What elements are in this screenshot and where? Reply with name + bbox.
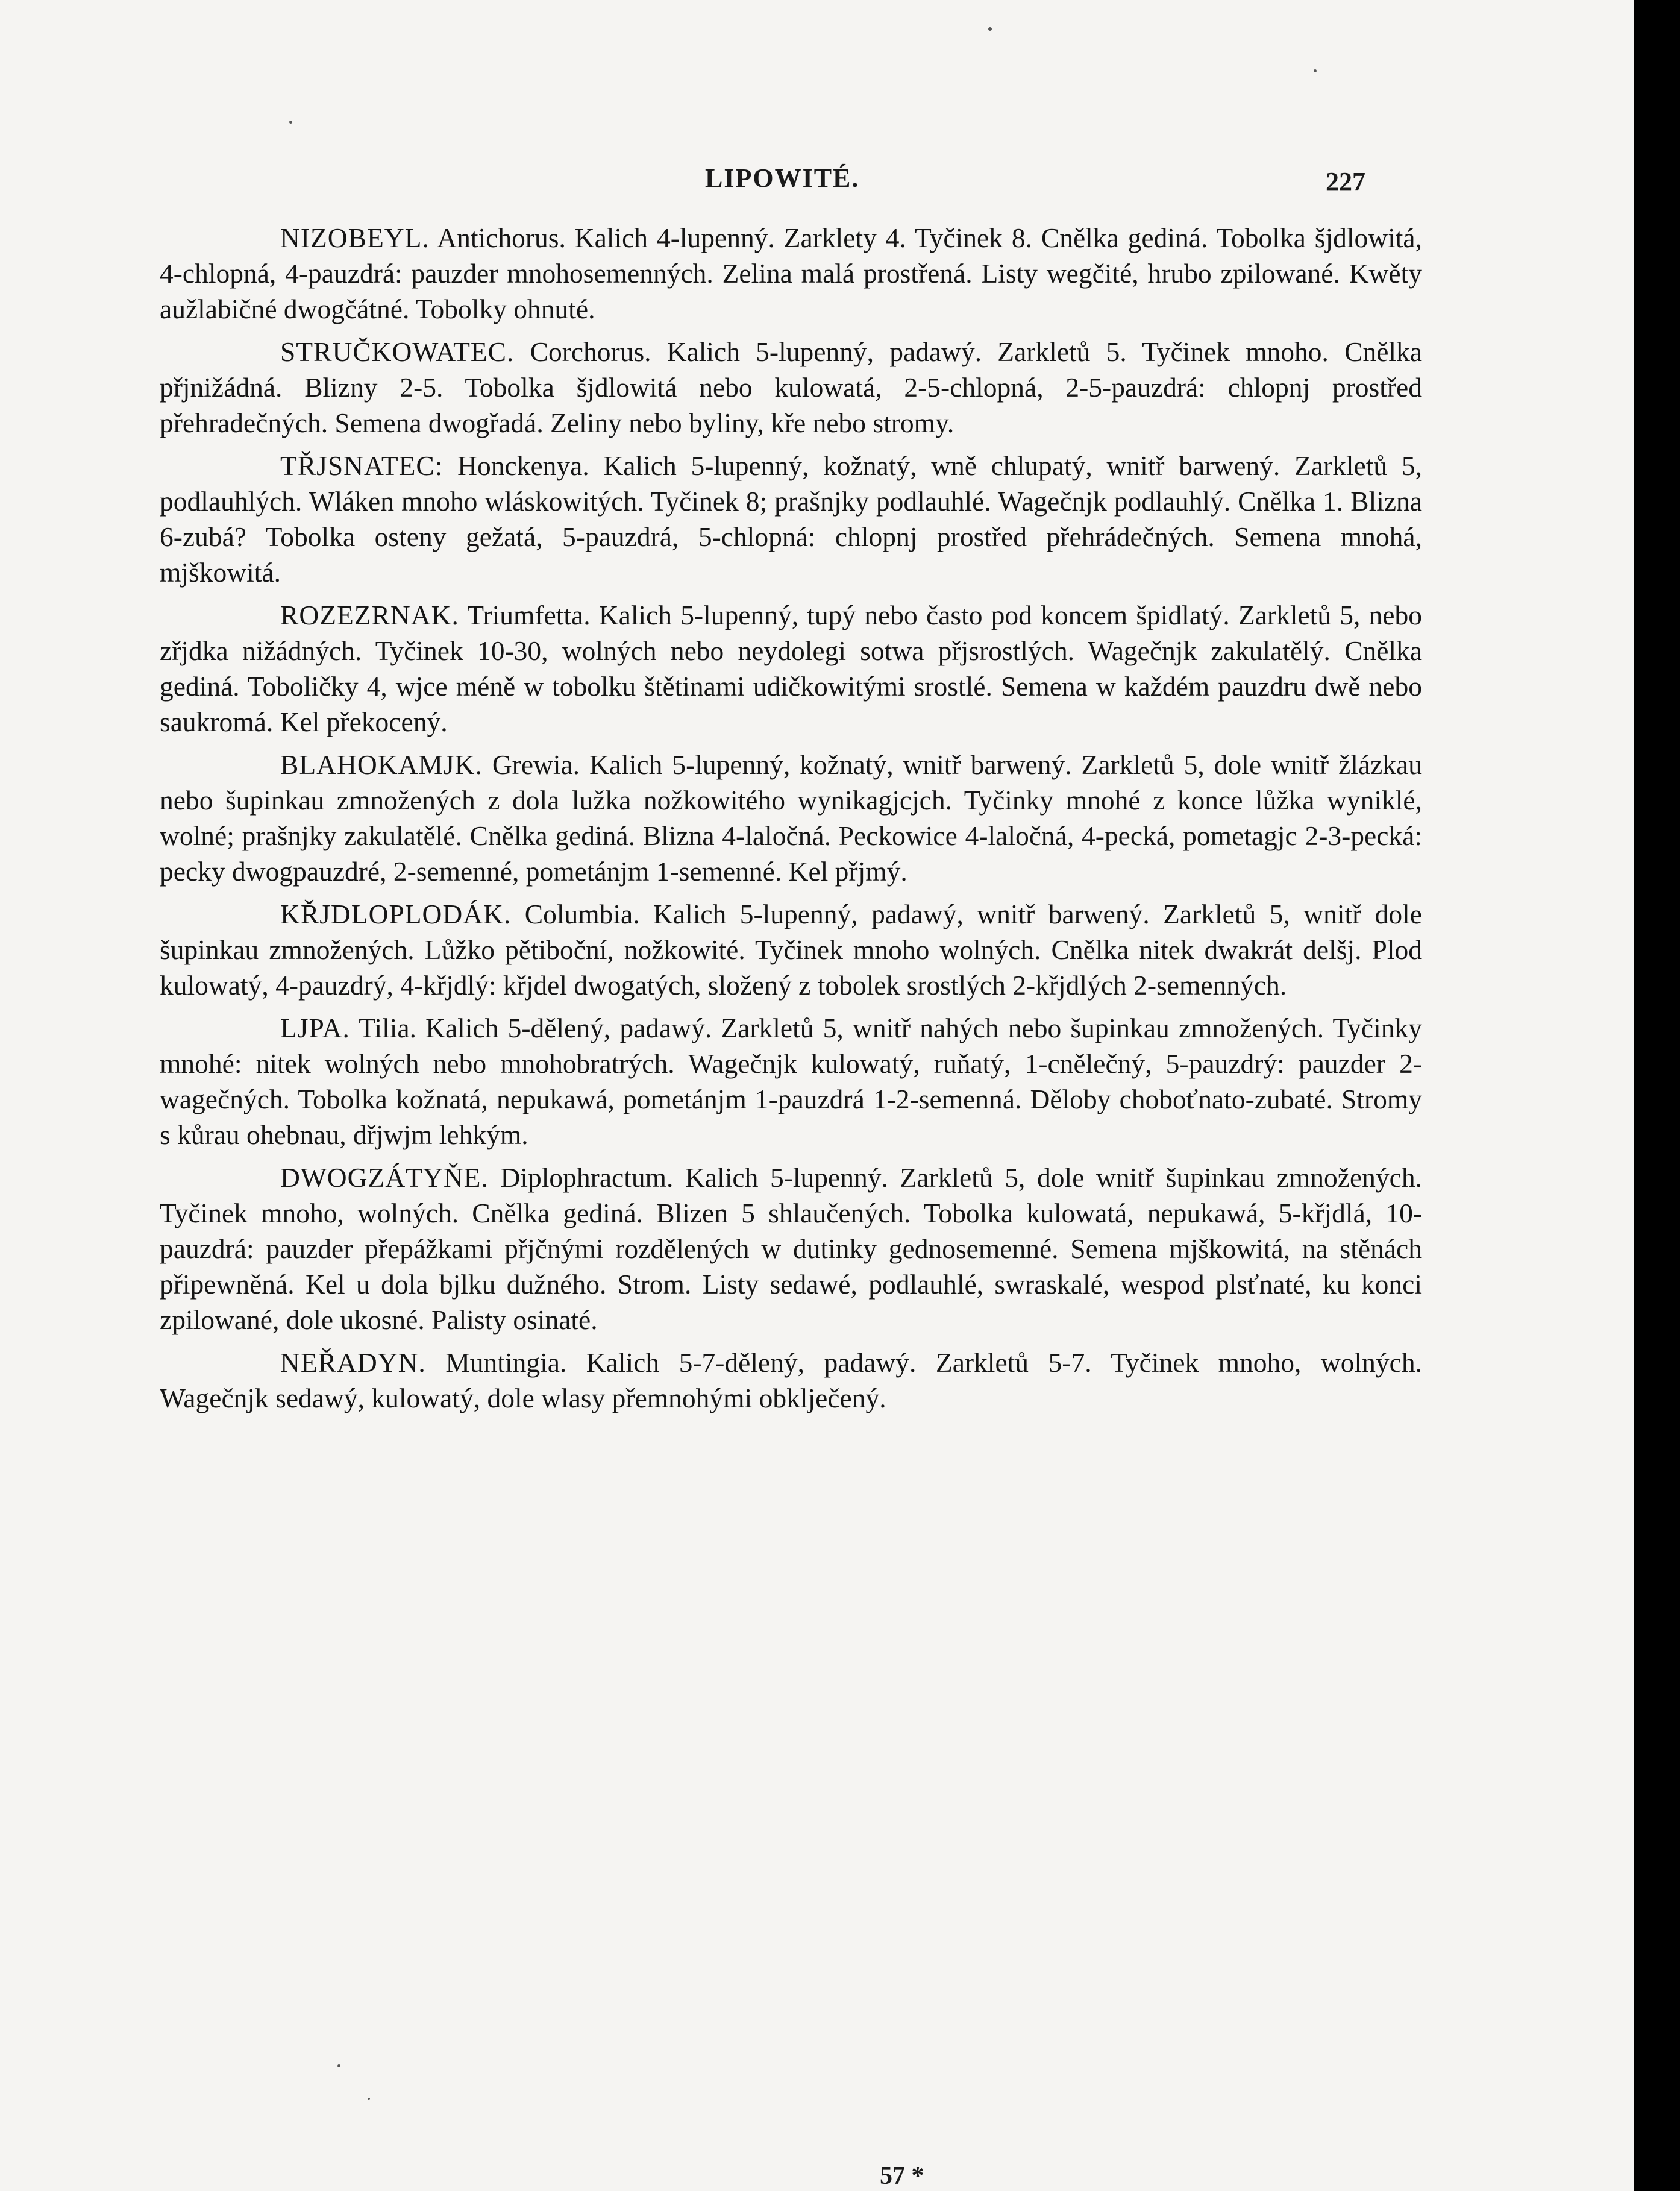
entry-text: Antichorus. Kalich 4-lupenný. Zarklety 4. Tyčinek 8. Cnělka gediná. Tobolka šjdlowitá, 4-chlopná, 4-pauzdrá: pauzder mnohosemenných. Zelina malá prostřená. Listy wegčité, hrubo zpilowané. Kwěty aužlabičné dwogčátné. Tobolky ohnuté. xyxy=(160,222,1422,324)
scan-border xyxy=(1634,0,1680,2191)
entry-text: Honckenya. Kalich 5-lupenný, kožnatý, wně chlupatý, wnitř barwený. Zarkletů 5, podlauhlých. Wláken mnoho wláskowitých. Tyčinek 8; prašnjky podlauhlé. Wagečnjk podlauhlý. Cnělka 1. Blizna 6-zubá? Tobolka osteny gežatá, 5-pauzdrá, 5-chlopná: chlopnj prostřed přehrádečných. Semena mnohá, mjškowitá. xyxy=(160,450,1422,588)
page-number: 227 xyxy=(1326,167,1365,196)
entry-dwogzatyne xyxy=(160,1160,1422,1338)
entry-text: Tilia. Kalich 5-dělený, padawý. Zarkletů 5, wnitř nahých nebo šupinkau zmnožených. Tyčinky mnohé: nitek wolných nebo mnohobratrých. Wagečnjk kulowatý, ruňatý, 1-cnělečný, 5-pauzdrý: pauzder 2-wagečných. Tobolka kožnatá, nepukawá, pometánjm 1-pauzdrá 1-2-semenná. Děloby choboťnato-zubaté. Stromy s kůrau ohebnau, dřjwjm lehkým. xyxy=(160,1013,1422,1150)
entry-ljpa xyxy=(160,1010,1422,1152)
dictionary-body xyxy=(160,220,1422,1423)
entry-text: Corchorus. Kalich 5-lupenný, padawý. Zarkletů 5. Tyčinek mnoho. Cnělka přjnižádná. Blizny 2-5. Tobolka šjdlowitá nebo kulowatá, 2-5-chlopná, 2-5-pauzdrá: chlopnj prostřed přehradečných. Semena dwogřadá. Zeliny nebo byliny, kře nebo stromy. xyxy=(160,336,1422,438)
entry-term: NIZOBEYL. xyxy=(280,222,430,253)
entry-text: Grewia. Kalich 5-lupenný, kožnatý, wnitř barwený. Zarkletů 5, dole wnitř žlázkau nebo šupinkau zmnožených z dola lužka nožkowitého wynikagjcjch. Tyčinky mnohé z konce lůžka wyniklé, wolné; prašnjky zakulatělé. Cnělka gediná. Blizna 4-laločná. Peckowice 4-laločná, 4-pecká, pometagjc 2-3-pecká: pecky dwogpauzdré, 2-semenné, pometánjm 1-semenné. Kel přjmý. xyxy=(160,749,1422,887)
running-head: LIPOWITÉ. xyxy=(705,163,860,193)
entry-text: Muntingia. Kalich 5-7-dělený, padawý. Zarkletů 5-7. Tyčinek mnoho, wolných. Wagečnjk sedawý, kulowatý, dole wlasy přemnohými obklječený. xyxy=(160,1347,1423,1413)
entry-term: LJPA. xyxy=(280,1013,350,1043)
entry-neradyn xyxy=(160,1345,1422,1416)
page-header xyxy=(0,163,1634,205)
entry-nizobeyl xyxy=(160,220,1422,327)
entry-term: BLAHOKAMJK. xyxy=(280,749,483,780)
entry-rozezrnak xyxy=(160,597,1422,740)
entry-term: ROZEZRNAK. xyxy=(280,600,459,630)
entry-term: KŘJDLOPLODÁK. xyxy=(280,899,512,929)
entry-struckowatec xyxy=(160,334,1422,441)
entry-text: Columbia. Kalich 5-lupenný, padawý, wnitř barwený. Zarkletů 5, wnitř dole šupinkau zmnožených. Lůžko pětiboční, nožkowité. Tyčinek mnoho wolných. Cnělka nitek dwakrát delšj. Plod kulowatý, 4-pauzdrý, 4-křjdlý: křjdel dwogatých, složený z tobolek srostlých 2-křjdlých 2-semenných. xyxy=(160,899,1423,1001)
entry-text: Triumfetta. Kalich 5-lupenný, tupý nebo často pod koncem špidlatý. Zarkletů 5, nebo zřjdka nižádných. Tyčinek 10-30, wolných nebo neydolegi sotwa přjsrostlých. Wagečnjk zakulatělý. Cnělka gediná. Toboličky 4, wjce méně w tobolku štětinami udičkowitými srostlé. Semena w každém pauzdru dwě nebo saukromá. Kel překocený. xyxy=(160,600,1423,737)
entry-krjdloplodak xyxy=(160,896,1422,1003)
signature-mark: 57 * xyxy=(880,2162,924,2190)
paper-speck xyxy=(337,2064,340,2067)
entry-text: Diplophractum. Kalich 5-lupenný. Zarkletů 5, dole wnitř šupinkau zmnožených. Tyčinek mnoho, wolných. Cnělka gediná. Blizen 5 shlaučených. Tobolka kulowatá, nepukawá, 5-křjdlá, 10-pauzdrá: pauzder přepážkami přjčnými rozdělených w dutinky gednosemenné. Semena mjškowitá, na stěnách připewněná. Kel u dola bjlku dužného. Strom. Listy sedawé, podlauhlé, swraskalé, wespod plsťnaté, ku konci zpilowané, dole ukosné. Palisty osinaté. xyxy=(160,1162,1423,1335)
paper-speck xyxy=(368,2098,370,2100)
paper-speck xyxy=(1314,69,1317,72)
entry-blahokamjk xyxy=(160,747,1422,889)
entry-term: DWOGZÁTYŇE. xyxy=(280,1162,489,1193)
paper-speck xyxy=(289,121,292,124)
entry-term: NEŘADYN. xyxy=(280,1347,426,1378)
entry-term: TŘJSNATEC: xyxy=(280,450,444,481)
entry-term: STRUČKOWATEC. xyxy=(280,336,515,367)
entry-trjsnatec xyxy=(160,448,1422,590)
paper-speck xyxy=(988,27,992,31)
